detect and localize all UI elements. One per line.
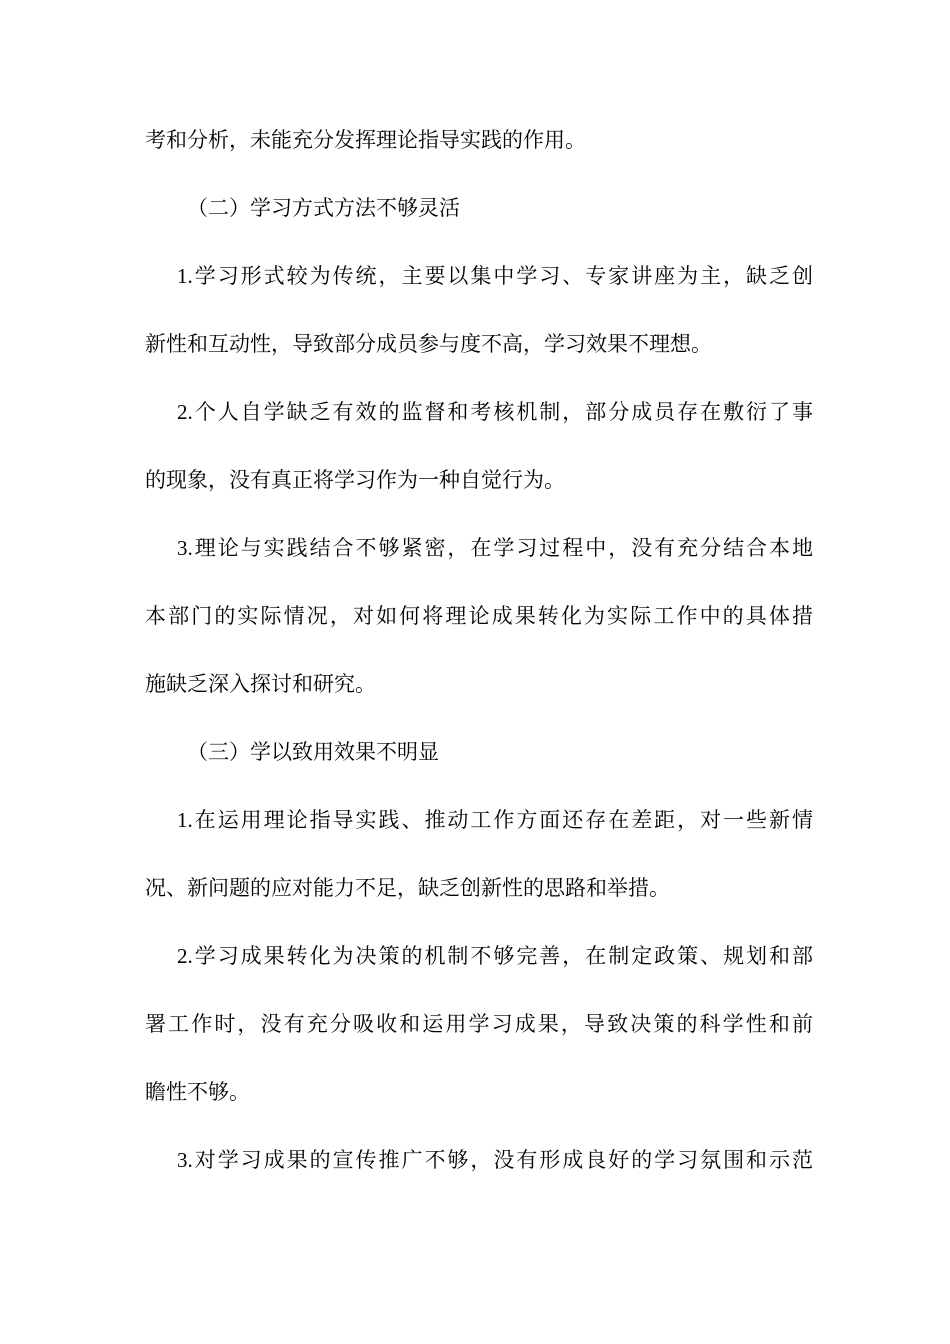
section-heading-3: （三）学以致用效果不明显 <box>187 740 439 764</box>
numbered-item-line: 2.学习成果转化为决策的机制不够完善，在制定政策、规划和部 <box>177 944 813 968</box>
numbered-item-line: 1.在运用理论指导实践、推动工作方面还存在差距，对一些新情 <box>177 808 813 832</box>
text-line-continuation: 署工作时，没有充分吸收和运用学习成果，导致决策的科学性和前 <box>145 1012 813 1036</box>
section-heading-2: （二）学习方式方法不够灵活 <box>187 196 460 220</box>
numbered-item-line: 2.个人自学缺乏有效的监督和考核机制，部分成员存在敷衍了事 <box>177 400 813 424</box>
numbered-item-line: 3.理论与实践结合不够紧密，在学习过程中，没有充分结合本地 <box>177 536 813 560</box>
text-line-continuation: 的现象，没有真正将学习作为一种自觉行为。 <box>145 468 565 492</box>
numbered-item-line: 3.对学习成果的宣传推广不够，没有形成良好的学习氛围和示范 <box>177 1148 813 1172</box>
text-line-continuation: 况、新问题的应对能力不足，缺乏创新性的思路和举措。 <box>145 876 670 900</box>
text-line-continuation: 本部门的实际情况，对如何将理论成果转化为实际工作中的具体措 <box>145 604 813 628</box>
text-line-continuation: 瞻性不够。 <box>145 1080 250 1104</box>
text-line-continuation: 施缺乏深入探讨和研究。 <box>145 672 376 696</box>
text-line-continuation: 新性和互动性，导致部分成员参与度不高，学习效果不理想。 <box>145 332 712 356</box>
text-line-continuation: 考和分析，未能充分发挥理论指导实践的作用。 <box>145 128 586 152</box>
numbered-item-line: 1.学习形式较为传统，主要以集中学习、专家讲座为主，缺乏创 <box>177 264 813 288</box>
